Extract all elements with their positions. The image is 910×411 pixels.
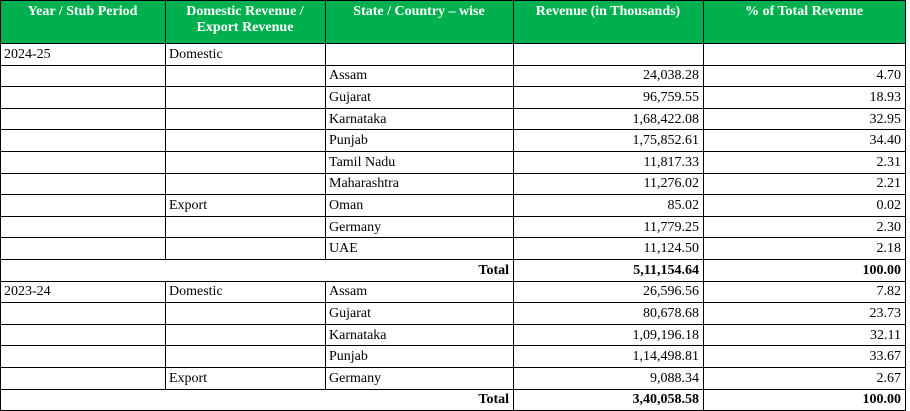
revenue-type-cell [166,346,326,368]
region-cell: Punjab [326,346,514,368]
revenue-cell: 80,678.68 [514,303,704,325]
revenue-type-cell: Domestic [166,281,326,303]
year-cell [1,108,166,130]
revenue-type-cell [166,130,326,152]
header-revenue: Revenue (in Thousands) [514,1,704,44]
table-row [1,195,906,217]
percent-cell [704,44,906,66]
total-percent-cell: 100.00 [704,259,906,281]
revenue-type-cell [166,65,326,87]
region-cell [326,44,514,66]
percent-cell: 33.67 [704,346,906,368]
revenue-cell: 11,817.33 [514,151,704,173]
percent-cell: 32.11 [704,324,906,346]
percent-cell: 2.31 [704,151,906,173]
year-cell [1,151,166,173]
region-cell: Assam [326,281,514,303]
revenue-type-cell [166,324,326,346]
year-cell [1,173,166,195]
header-percent: % of Total Revenue [704,1,906,44]
year-cell [1,303,166,325]
year-cell [1,238,166,260]
year-cell [1,346,166,368]
percent-cell: 32.95 [704,108,906,130]
revenue-cell: 1,75,852.61 [514,130,704,152]
region-cell: Gujarat [326,303,514,325]
revenue-type-cell [166,303,326,325]
revenue-cell: 26,596.56 [514,281,704,303]
region-cell: Tamil Nadu [326,151,514,173]
percent-cell: 4.70 [704,65,906,87]
percent-cell: 0.02 [704,195,906,217]
region-cell: Maharashtra [326,173,514,195]
region-cell: UAE [326,238,514,260]
region-cell: Germany [326,367,514,389]
table-row [1,65,906,87]
table-row [1,216,906,238]
percent-cell: 2.21 [704,173,906,195]
revenue-cell: 9,088.34 [514,367,704,389]
table-row [1,87,906,109]
revenue-type-cell [166,216,326,238]
table-body [1,44,906,411]
table-row [1,173,906,195]
total-label: Total [1,259,514,281]
revenue-cell: 11,779.25 [514,216,704,238]
region-cell: Punjab [326,130,514,152]
revenue-cell: 11,124.50 [514,238,704,260]
revenue-cell: 96,759.55 [514,87,704,109]
percent-cell: 7.82 [704,281,906,303]
table-row [1,324,906,346]
total-label: Total [1,389,514,411]
year-cell [1,367,166,389]
percent-cell: 34.40 [704,130,906,152]
revenue-cell: 24,038.28 [514,65,704,87]
revenue-cell: 11,276.02 [514,173,704,195]
table-row [1,346,906,368]
region-cell: Germany [326,216,514,238]
table-row [1,151,906,173]
year-cell [1,87,166,109]
revenue-type-cell [166,151,326,173]
table-row [1,44,906,66]
revenue-type-cell: Export [166,367,326,389]
revenue-type-cell [166,238,326,260]
year-cell: 2024-25 [1,44,166,66]
region-cell: Oman [326,195,514,217]
region-cell: Karnataka [326,324,514,346]
revenue-type-cell: Export [166,195,326,217]
revenue-type-cell [166,87,326,109]
total-revenue-cell: 3,40,058.58 [514,389,704,411]
revenue-cell: 1,68,422.08 [514,108,704,130]
percent-cell: 23.73 [704,303,906,325]
header-row [1,1,906,44]
year-cell [1,65,166,87]
year-cell [1,195,166,217]
region-cell: Gujarat [326,87,514,109]
region-cell: Karnataka [326,108,514,130]
total-row [1,259,906,281]
table-row [1,281,906,303]
header-year: Year / Stub Period [1,1,166,44]
revenue-cell: 85.02 [514,195,704,217]
table-row [1,303,906,325]
percent-cell: 2.30 [704,216,906,238]
total-row [1,389,906,411]
percent-cell: 2.18 [704,238,906,260]
percent-cell: 2.67 [704,367,906,389]
revenue-type-cell [166,108,326,130]
revenue-cell [514,44,704,66]
table-row [1,367,906,389]
table-row [1,130,906,152]
total-percent-cell: 100.00 [704,389,906,411]
revenue-cell: 1,09,196.18 [514,324,704,346]
revenue-cell: 1,14,498.81 [514,346,704,368]
header-revenue-type: Domestic Revenue / Export Revenue [166,1,326,44]
table-row [1,238,906,260]
revenue-type-cell [166,173,326,195]
table-row [1,108,906,130]
year-cell [1,216,166,238]
header-region: State / Country – wise [326,1,514,44]
percent-cell: 18.93 [704,87,906,109]
year-cell [1,324,166,346]
year-cell: 2023-24 [1,281,166,303]
region-cell: Assam [326,65,514,87]
total-revenue-cell: 5,11,154.64 [514,259,704,281]
revenue-type-cell: Domestic [166,44,326,66]
year-cell [1,130,166,152]
